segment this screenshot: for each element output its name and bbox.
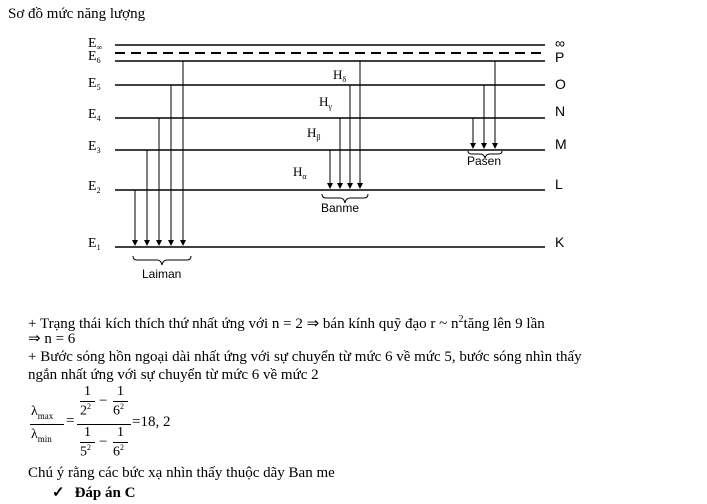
shell-label-l: L	[555, 176, 563, 192]
den-one-a: 1	[84, 425, 91, 440]
shell-label-o: O	[555, 76, 566, 92]
formula-result: =18, 2	[132, 414, 171, 430]
note-line: Chú ý rằng các bức xạ nhìn thấy thuộc dãy Ban me	[28, 465, 335, 481]
num-den-b: $6^2$	[113, 402, 124, 419]
text-line-2: ⇒ n = 6	[28, 331, 76, 347]
balmer-label-gamma: $H_\gamma$	[319, 94, 332, 111]
shell-label-inf: ∞	[555, 35, 565, 51]
shell-label-n: N	[555, 103, 566, 119]
lyman-brace	[133, 256, 191, 265]
paschen-arrows	[473, 61, 495, 148]
e-label-3: $E_3$	[88, 139, 101, 155]
lambda-min: $\lambda_{min}$	[31, 427, 52, 444]
lambda-max: $\lambda_{max}$	[31, 404, 54, 421]
balmer-label-beta: $H_\beta$	[307, 125, 321, 142]
e-label-1: $E_1$	[88, 236, 101, 252]
den-den-a: $5^2$	[80, 443, 91, 460]
answer-line	[52, 483, 135, 502]
e-label-6: $E_6$	[88, 49, 101, 65]
e-label-4: $E_4$	[88, 107, 101, 123]
num-minus: −	[99, 393, 108, 409]
den-one-b: 1	[117, 425, 124, 440]
diagram-title: Sơ đồ mức năng lượng	[8, 6, 146, 22]
answer-text: Đáp án C	[74, 485, 136, 501]
equals-sign: =	[66, 413, 75, 429]
e-label-inf: $E_\infty$	[88, 36, 103, 52]
balmer-label-alpha: $H_\alpha$	[293, 164, 307, 181]
paschen-label: Pasen	[467, 154, 502, 168]
den-minus: −	[99, 434, 108, 450]
num-one-a: 1	[84, 384, 91, 399]
e-label-5: $E_5$	[88, 76, 101, 92]
text-line-3: + Bước sóng hồn ngoại dài nhất ứng với sự chuyển từ mức 6 về mức 5, bước sóng nhìn thấy	[28, 349, 582, 365]
e-label-2: $E_2$	[88, 179, 101, 195]
num-one-b: 1	[117, 384, 124, 399]
text-line-1: + Trạng thái kích thích thứ nhất ứng với n = 2 ⇒ bán kính quỹ đạo r ~ $n^2tăng$ lên 9 lần	[28, 314, 545, 332]
num-den-a: $2^2$	[80, 402, 91, 419]
lyman-arrows	[135, 61, 183, 245]
balmer-label-delta: $H_\delta$	[333, 67, 347, 84]
shell-label-p: P	[555, 49, 565, 65]
balmer-label: Banme	[321, 201, 360, 215]
den-den-b: $6^2$	[113, 443, 124, 460]
text-line-4: ngắn nhất ứng với sự chuyển từ mức 6 về mức 2	[28, 367, 319, 383]
lyman-label: Laiman	[142, 267, 182, 281]
shell-label-k: K	[555, 234, 565, 250]
check-icon: ✓	[52, 485, 65, 501]
shell-label-m: M	[555, 136, 567, 152]
lambda-bar	[30, 424, 64, 425]
